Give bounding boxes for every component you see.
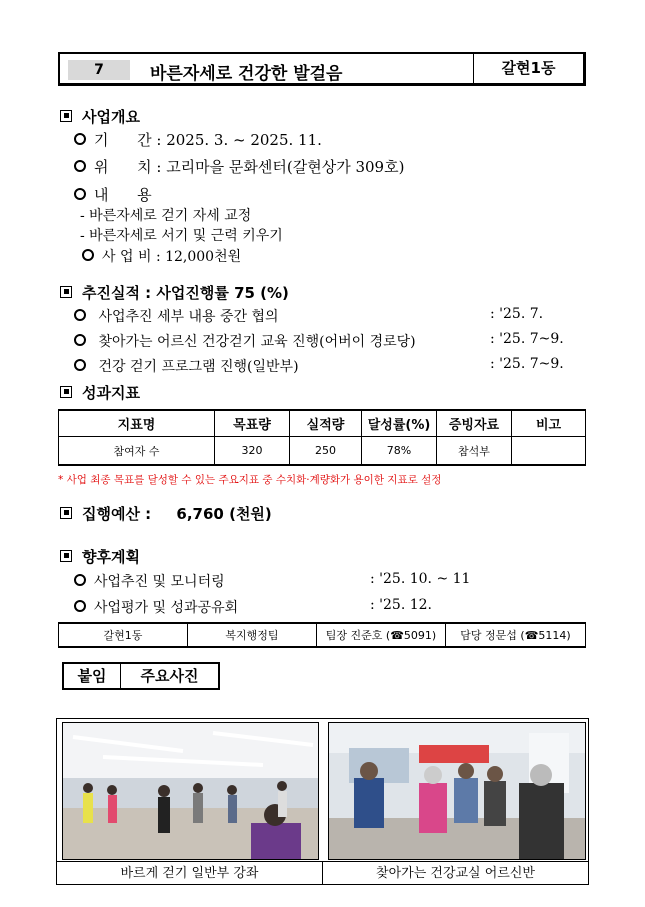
performance-table	[58, 409, 586, 466]
table-cell	[512, 437, 586, 466]
circle-bullet-icon	[74, 600, 86, 612]
overview-heading: 사업개요	[60, 106, 140, 127]
photo-caption: 찾아가는 건강교실 어르신반	[323, 861, 588, 886]
performance-note: * 사업 최종 목표를 달성할 수 있는 주요지표 중 수치화·계량화가 용이한 지표로 설정	[58, 474, 442, 486]
table-header: 지표명	[59, 410, 215, 437]
project-title: 바른자세로 건강한 발걸음	[150, 64, 343, 84]
table-row	[59, 437, 586, 466]
table-cell: 320	[215, 437, 290, 466]
square-bullet-icon	[60, 110, 72, 122]
attachment-label	[62, 662, 220, 690]
table-header: 목표량	[215, 410, 290, 437]
table-row	[59, 623, 586, 647]
circle-bullet-icon	[82, 249, 94, 261]
performance-heading: 성과지표	[60, 382, 140, 403]
period-row: 기 간 : 2025. 3. ~ 2025. 11.	[74, 129, 322, 150]
circle-bullet-icon	[74, 188, 86, 200]
table-cell: 참석부	[437, 437, 512, 466]
contact-leader: 팀장 진준호 (☎5091)	[317, 623, 446, 647]
progress-item: 찾아가는 어르신 건강걷기 교육 진행(어버이 경로당)	[74, 331, 416, 351]
contact-staff: 담당 정문섭 (☎5114)	[446, 623, 586, 647]
budget-heading: 집행예산 : 6,760 (천원)	[60, 503, 272, 524]
dong-name: 갈현1동	[473, 54, 583, 83]
photo-caption: 바르게 걷기 일반부 강좌	[57, 861, 323, 885]
table-header: 실적량	[290, 410, 362, 437]
plan-item: 사업추진 및 모니터링	[74, 571, 225, 591]
table-header: 달성률(%)	[362, 410, 437, 437]
photo-senior-class	[328, 722, 586, 860]
content-row: 내 용	[74, 184, 152, 205]
circle-bullet-icon	[74, 160, 86, 172]
table-cell: 참여자 수	[59, 437, 215, 466]
location-row: 위 치 : 고리마을 문화센터(갈현상가 309호)	[74, 156, 404, 177]
plan-date: : '25. 12.	[370, 597, 432, 613]
attachment-tag: 붙임	[64, 664, 121, 688]
attachment-title: 주요사진	[140, 667, 199, 685]
title-bar	[58, 52, 586, 86]
circle-bullet-icon	[74, 574, 86, 586]
photo-walking-class	[62, 722, 319, 860]
square-bullet-icon	[60, 386, 72, 398]
contact-dong: 갈현1동	[59, 623, 188, 647]
photo-panel	[56, 718, 589, 885]
budget-value: 6,760 (천원)	[176, 505, 272, 523]
budget-row: 사 업 비 : 12,000천원	[82, 246, 241, 266]
progress-date: : '25. 7~9.	[490, 331, 564, 347]
circle-bullet-icon	[74, 133, 86, 145]
contact-team: 복지행정팀	[188, 623, 317, 647]
progress-date: : '25. 7.	[490, 306, 544, 322]
square-bullet-icon	[60, 286, 72, 298]
square-bullet-icon	[60, 507, 72, 519]
progress-heading: 추진실적 : 사업진행률 75 (%)	[60, 282, 289, 303]
content-item: - 바른자세로 걷기 자세 교정	[80, 208, 252, 224]
table-cell: 250	[290, 437, 362, 466]
square-bullet-icon	[60, 550, 72, 562]
project-number: 7	[68, 60, 130, 80]
table-header: 비고	[512, 410, 586, 437]
contact-table	[58, 622, 586, 648]
photo-senior-class-image	[329, 723, 586, 860]
photo-walking-class-image	[63, 723, 319, 860]
table-cell: 78%	[362, 437, 437, 466]
table-header: 증빙자료	[437, 410, 512, 437]
progress-item: 건강 걷기 프로그램 진행(일반부)	[74, 356, 299, 376]
plan-heading: 향후계획	[60, 546, 140, 567]
content-item: - 바른자세로 서기 및 근력 키우기	[80, 228, 283, 244]
circle-bullet-icon	[74, 334, 86, 346]
plan-item: 사업평가 및 성과공유회	[74, 597, 238, 617]
circle-bullet-icon	[74, 309, 86, 321]
progress-item: 사업추진 세부 내용 중간 협의	[74, 306, 279, 326]
circle-bullet-icon	[74, 359, 86, 371]
plan-date: : '25. 10. ~ 11	[370, 571, 471, 587]
progress-date: : '25. 7~9.	[490, 356, 564, 372]
